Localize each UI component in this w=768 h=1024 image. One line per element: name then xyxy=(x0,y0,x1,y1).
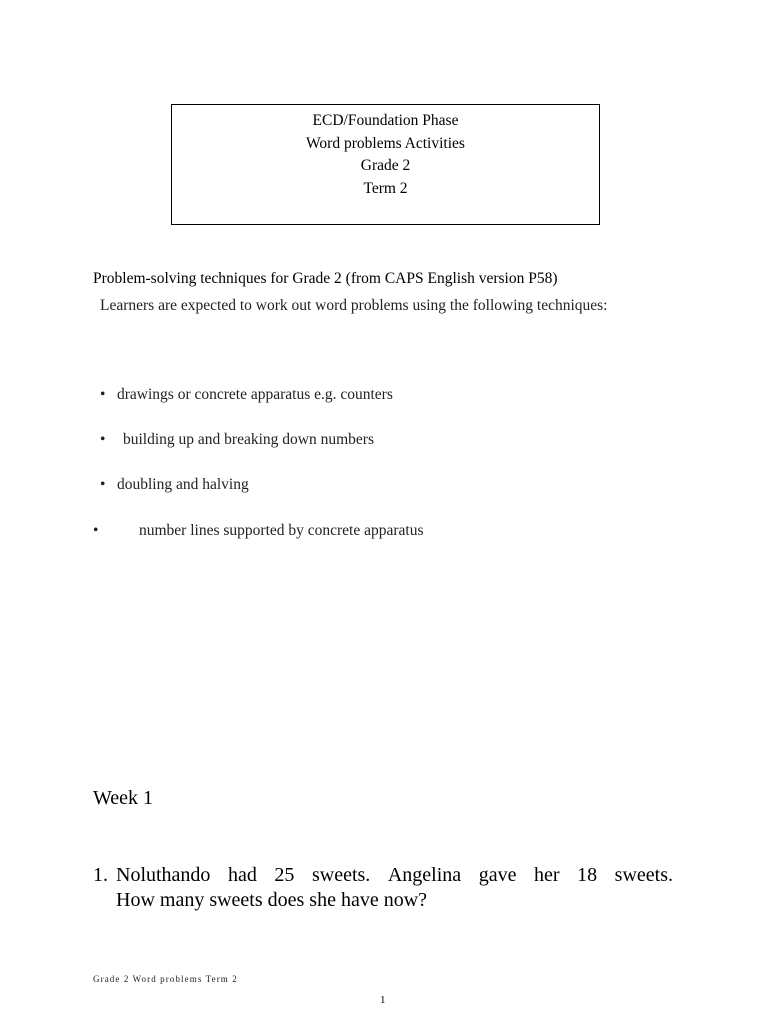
bullet-icon: • xyxy=(100,476,106,493)
title-phase: ECD/Foundation Phase xyxy=(312,112,459,129)
title-subject: Word problems Activities xyxy=(306,134,465,152)
bullet-icon: • xyxy=(100,386,106,403)
question-word: sweets. xyxy=(311,864,371,886)
bullet-text: number lines supported by concrete apparatus xyxy=(139,522,424,539)
question-word: 25 xyxy=(274,864,295,886)
bullet-item xyxy=(100,431,374,449)
bullet-icon: • xyxy=(93,522,99,539)
question-word: sweets. xyxy=(614,864,673,886)
bullet-text: doubling and halving xyxy=(117,476,249,493)
bullet-text: building up and breaking down numbers xyxy=(123,431,374,448)
section-heading: Problem-solving techniques for Grade 2 (from CAPS English version P58) xyxy=(93,270,558,287)
title-box xyxy=(171,104,600,225)
question-item xyxy=(93,863,673,913)
title-grade: Grade 2 xyxy=(360,157,411,174)
bullet-item xyxy=(100,476,249,494)
question-word: Angelina xyxy=(387,864,462,886)
question-word: 18 xyxy=(577,864,598,886)
question-word: Noluthando xyxy=(116,864,211,886)
page-footer: Grade 2 Word problems Term 2 xyxy=(93,974,238,984)
bullet-text: drawings or concrete apparatus e.g. counters xyxy=(117,386,393,403)
page-number: 1 xyxy=(380,994,386,1006)
week-heading: Week 1 xyxy=(93,787,154,809)
question-text-line2: How many sweets does she have now? xyxy=(116,889,428,911)
question-number: 1. xyxy=(93,864,108,886)
bullet-item xyxy=(100,386,393,404)
bullet-item xyxy=(93,522,424,540)
question-text-line1 xyxy=(116,863,673,888)
question-word: gave xyxy=(478,864,517,886)
title-term: Term 2 xyxy=(363,179,408,197)
bullet-icon: • xyxy=(100,431,106,448)
question-word: had xyxy=(227,864,257,886)
question-word: her xyxy=(534,864,560,886)
intro-paragraph: Learners are expected to work out word problems using the following techniques: xyxy=(100,297,608,314)
